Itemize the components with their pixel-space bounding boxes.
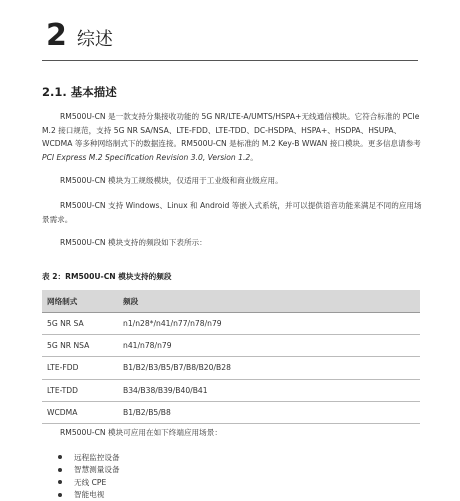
paragraph-applications: RM500U-CN 模块可应用在如下终端应用场景： (42, 426, 422, 440)
list-item (58, 476, 120, 489)
application-list (58, 451, 120, 501)
section-title: 2.1. 基本描述 (42, 84, 117, 100)
list-item (58, 451, 120, 464)
chapter-divider (42, 60, 418, 61)
bullet-icon (58, 455, 62, 459)
table-cell-network: 5G NR NSA (42, 335, 118, 357)
table-cell-bands: n41/n78/n79 (118, 335, 420, 357)
list-item (58, 464, 120, 477)
chapter-title: 综述 (77, 25, 113, 51)
list-item-text: 远程监控设备 (74, 452, 120, 463)
bands-table (42, 290, 420, 424)
bullet-icon (58, 480, 62, 484)
list-item-text: 智慧测量设备 (74, 464, 120, 475)
table-header-network: 网络制式 (42, 290, 118, 313)
table-cell-bands: n1/n28*/n41/n77/n78/n79 (118, 313, 420, 335)
table-header-bands: 频段 (118, 290, 420, 313)
paragraph-overview-end: 。 (250, 153, 258, 162)
list-item-text: 智能电视 (74, 489, 104, 500)
bullet-icon (58, 468, 62, 472)
table-cell-bands: B34/B38/B39/B40/B41 (118, 379, 420, 401)
table-cell-network: 5G NR SA (42, 313, 118, 335)
table-row (42, 313, 420, 335)
list-item (58, 489, 120, 501)
paragraph-os: RM500U-CN 支持 Windows、Linux 和 Android 等嵌入式系统，并可以提供语音功能来满足不同的应用场景需求。 (42, 199, 422, 226)
list-item-text: 无线 CPE (74, 477, 106, 488)
table-caption: 表 2：RM500U-CN 模块支持的频段 (42, 271, 171, 282)
paragraph-overview (42, 110, 422, 164)
paragraph-grade: RM500U-CN 模块为工规级模块，仅适用于工业级和商业级应用。 (42, 174, 422, 188)
paragraph-bands-intro: RM500U-CN 模块支持的频段如下表所示： (42, 236, 422, 250)
table-row (42, 335, 420, 357)
table-row (42, 401, 420, 423)
chapter-number: 2 (46, 18, 67, 53)
table-cell-network: LTE-FDD (42, 357, 118, 379)
table-cell-network: LTE-TDD (42, 379, 118, 401)
bullet-icon (58, 493, 62, 497)
table-row (42, 357, 420, 379)
spec-reference: PCI Express M.2 Specification Revision 3.0, Version 1.2 (42, 153, 250, 162)
table-cell-bands: B1/B2/B5/B8 (118, 401, 420, 423)
table-cell-network: WCDMA (42, 401, 118, 423)
table-header-row (42, 290, 420, 313)
chapter-heading (46, 18, 113, 53)
paragraph-overview-text: RM500U-CN 是一款支持分集接收功能的 5G NR/LTE-A/UMTS/HSPA+无线通信模块。它符合标准的 PCIe M.2 接口规范，支持 5G NR SA/NSA、LTE-FDD、LTE-TDD、DC-HSDPA、HSPA+、HSDPA、HSUPA、WCDMA 等多种网络制式下的数据连接。RM500U-CN 是标准的 M.2 Key-B WWAN 接口模块。更多信息请参考 (42, 112, 421, 148)
table-row (42, 379, 420, 401)
table-cell-bands: B1/B2/B3/B5/B7/B8/B20/B28 (118, 357, 420, 379)
